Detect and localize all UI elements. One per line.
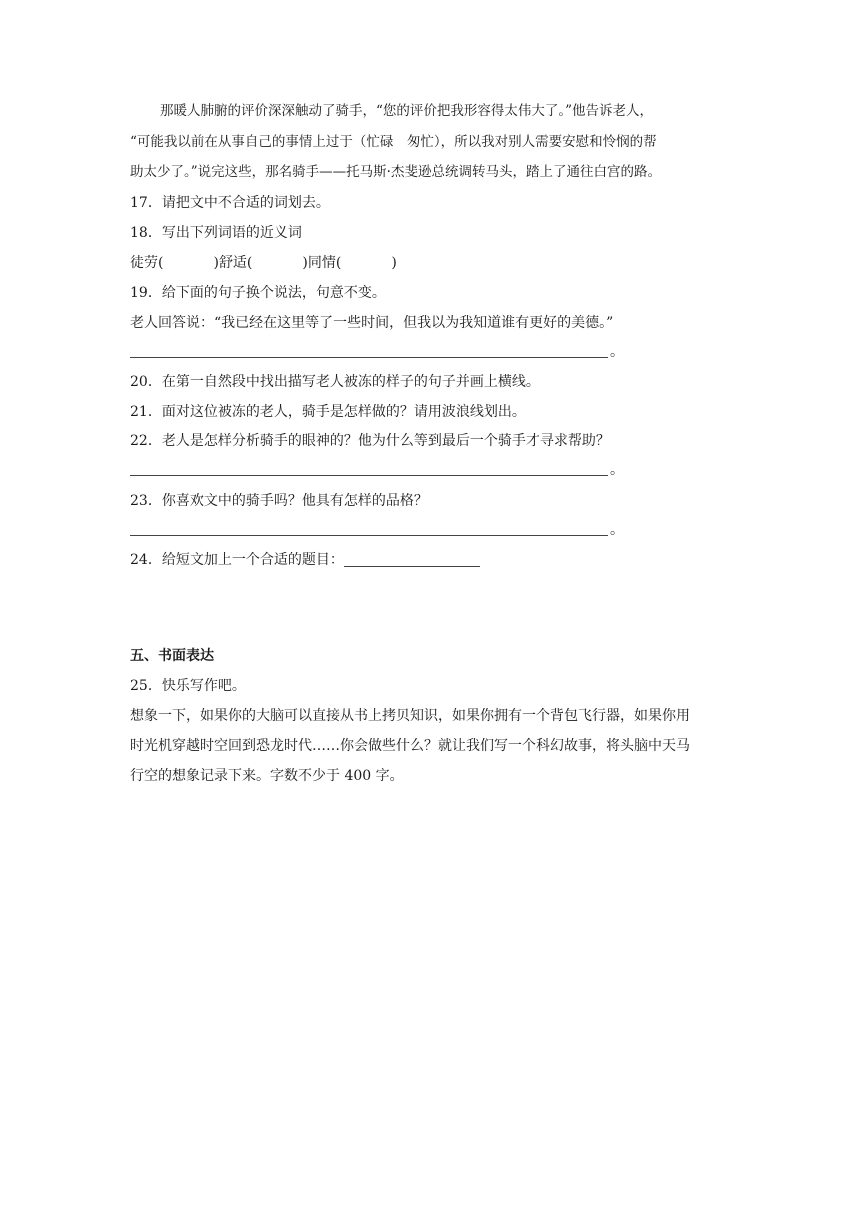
question-18: 18．写出下列词语的近义词 <box>130 225 302 241</box>
writing-prompt-line-1: 想象一下，如果你的大脑可以直接从书上拷贝知识，如果你拥有一个背包飞行器，如果你用 <box>130 708 690 724</box>
question-19-quote: 老人回答说：“我已经在这里等了一些时间，但我以为我知道谁有更好的美德。” <box>130 315 614 331</box>
question-19: 19．给下面的句子换个说法，句意不变。 <box>130 285 386 301</box>
answer-period-19: 。 <box>610 344 624 360</box>
synonym-word-3: 同情( <box>307 255 342 271</box>
synonym-word-1: 徒劳( <box>130 255 164 271</box>
question-21: 21．面对这位被冻的老人，骑手是怎样做的？请用波浪线划出。 <box>130 404 526 420</box>
answer-period-22: 。 <box>610 462 624 478</box>
question-22: 22．老人是怎样分析骑手的眼神的？他为什么等到最后一个骑手才寻求帮助？ <box>130 433 610 449</box>
question-23: 23．你喜欢文中的骑手吗？他具有怎样的品格？ <box>130 493 428 509</box>
writing-prompt-line-2: 时光机穿越时空回到恐龙时代……你会做些什么？就让我们写一个科幻故事，将头脑中天马 <box>130 738 690 754</box>
question-20: 20．在第一自然段中找出描写老人被冻的样子的句子并画上横线。 <box>130 374 540 390</box>
question-24 <box>130 550 740 570</box>
question-24-text: 24．给短文加上一个合适的题目： <box>130 552 344 568</box>
answer-line-19[interactable] <box>130 357 608 358</box>
answer-line-22[interactable] <box>130 475 608 476</box>
passage-line-3: 助太少了。”说完这些，那名骑手——托马斯·杰斐逊总统调转马头，踏上了通往白宫的路。 <box>130 164 661 180</box>
title-answer-blank[interactable] <box>344 552 480 567</box>
section-5-heading: 五、书面表达 <box>130 648 214 664</box>
answer-line-23[interactable] <box>130 535 608 536</box>
passage-line-1: 那暖人肺腑的评价深深触动了骑手，“您的评价把我形容得太伟大了。”他告诉老人， <box>160 103 654 119</box>
synonym-row: 徒劳( )舒适( )同情( ) <box>130 255 397 271</box>
passage-line-2: “可能我以前在从事自己的事情上过于（忙碌 匆忙），所以我对别人需要安慰和怜悯的帮 <box>130 134 657 150</box>
synonym-word-2: 舒适( <box>218 255 253 271</box>
writing-prompt-line-3: 行空的想象记录下来。字数不少于 400 字。 <box>130 768 404 784</box>
question-25: 25．快乐写作吧。 <box>130 678 246 694</box>
question-17: 17．请把文中不合适的词划去。 <box>130 195 330 211</box>
answer-period-23: 。 <box>610 522 624 538</box>
